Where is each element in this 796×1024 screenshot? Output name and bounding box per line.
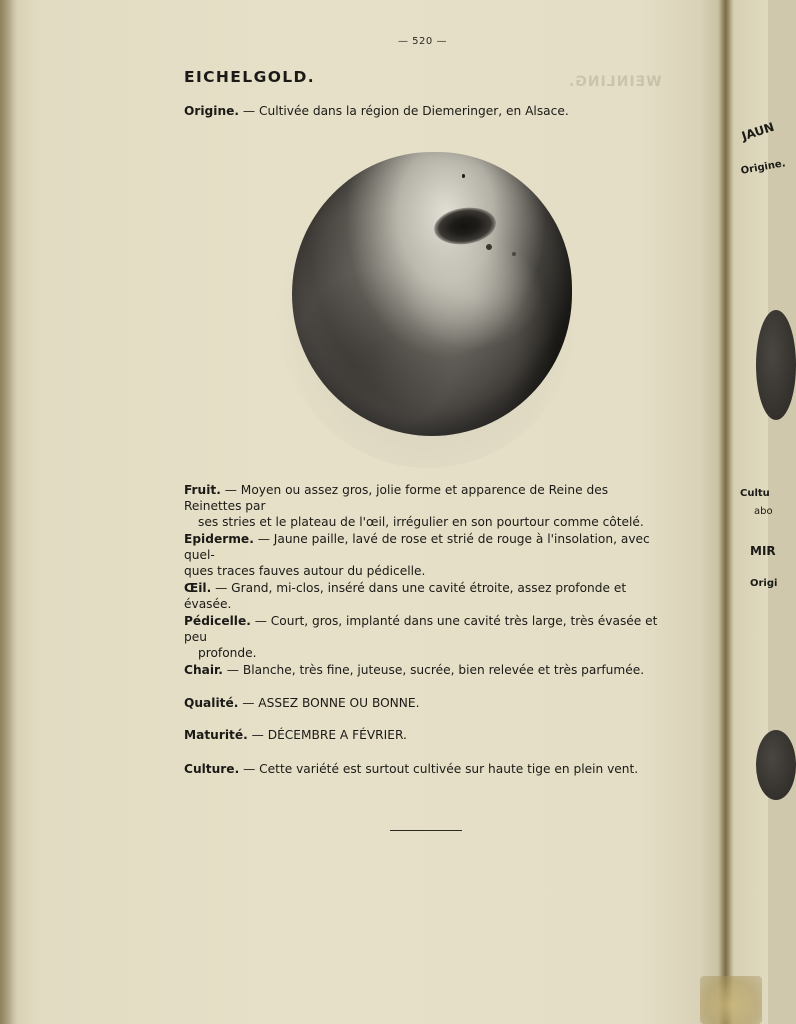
right-page-origine: Origine. — [740, 158, 787, 177]
entry-label: Qualité. — [184, 696, 239, 710]
apple-eye-cavity — [432, 204, 498, 248]
right-page-apple — [756, 730, 796, 800]
entry-qualite — [184, 695, 664, 711]
right-page-text: abo — [754, 506, 773, 517]
entry-text: — DÉCEMBRE A FÉVRIER. — [247, 728, 407, 742]
page-number: — 520 — — [398, 36, 447, 47]
apple-speck — [512, 252, 516, 256]
entry-text: — Moyen ou assez gros, jolie forme et apparence de Reine des Reinettes par — [184, 483, 609, 513]
entry-culture — [184, 761, 664, 777]
entry-text-continued: ses stries et le plateau de l'œil, irrégulier en son pourtour comme côtelé. — [198, 515, 644, 529]
entry-oeil — [184, 580, 664, 612]
page-edge-shadow — [0, 0, 18, 1024]
bleed-through-text: WEINLING. — [568, 74, 662, 90]
entry-label: Chair. — [184, 663, 223, 677]
entry-text: — Blanche, très fine, juteuse, sucrée, bien relevée et très parfumée. — [222, 663, 645, 677]
right-page-heading: JAUN — [740, 119, 776, 144]
entry-label: Fruit. — [184, 483, 221, 497]
apple-illustration — [270, 140, 600, 480]
page-title: EICHELGOLD. — [184, 68, 316, 86]
entry-fruit — [184, 482, 664, 530]
entry-maturite — [184, 727, 664, 743]
entry-label: Œil. — [184, 581, 212, 595]
entry-label: Culture. — [184, 762, 240, 776]
apple-photo — [292, 152, 572, 436]
right-page-text: MIR — [750, 544, 776, 558]
section-divider — [390, 830, 462, 831]
entry-label: Epiderme. — [184, 532, 254, 546]
entry-text: — Grand, mi-clos, inséré dans une cavité étroite, assez profonde et évasée. — [184, 581, 627, 611]
right-page-edge — [732, 0, 787, 1024]
entry-epiderme — [184, 531, 664, 579]
entry-text-continued: ques traces fauves autour du pédicelle. — [184, 564, 426, 578]
corner-thumbnail-icon — [700, 976, 762, 1024]
entry-text: — Jaune paille, lavé de rose et strié de rouge à l'insolation, avec quel- — [184, 532, 650, 562]
apple-speck — [486, 244, 492, 250]
right-page-apple — [756, 310, 796, 420]
right-page-text: Cultu — [740, 488, 770, 499]
right-page-text: Origi — [750, 578, 778, 589]
entry-label: Pédicelle. — [184, 614, 251, 628]
origine-line — [184, 104, 569, 118]
entry-pedicelle — [184, 613, 664, 661]
entry-text: — ASSEZ BONNE OU BONNE. — [238, 696, 420, 710]
entry-label: Maturité. — [184, 728, 248, 742]
entry-text-continued: profonde. — [198, 646, 257, 660]
origine-label: Origine. — [184, 104, 240, 118]
entry-chair — [184, 662, 664, 678]
origine-text: — Cultivée dans la région de Diemeringer, en Alsace. — [239, 104, 569, 118]
entry-text: — Cette variété est surtout cultivée sur haute tige en plein vent. — [239, 762, 639, 776]
entry-text: — Court, gros, implanté dans une cavité très large, très évasée et peu — [184, 614, 658, 644]
apple-speck — [462, 174, 465, 178]
